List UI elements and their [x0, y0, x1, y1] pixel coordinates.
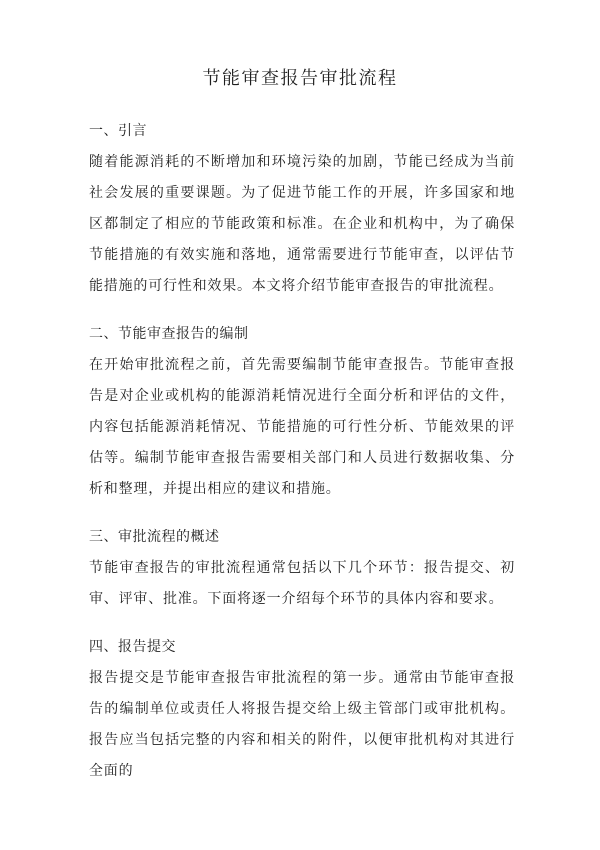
section-heading: 四、报告提交	[89, 639, 176, 655]
section-report-submission	[89, 632, 515, 787]
section-paragraph: 节能审查报告的审批流程通常包括以下几个环节：报告提交、初审、评审、批准。下面将逐一介绍每个环节的具体内容和要求。	[89, 560, 515, 607]
section-process-overview	[89, 522, 515, 615]
section-paragraph: 报告提交是节能审查报告审批流程的第一步。通常由节能审查报告的编制单位或责任人将报告提交给上级主管部门或审批机构。报告应当包括完整的内容和相关的附件，以便审批机构对其进行全面的	[89, 670, 515, 779]
document-title: 节能审查报告审批流程	[202, 68, 398, 89]
section-introduction	[89, 116, 515, 302]
section-heading: 一、引言	[89, 123, 147, 139]
section-paragraph: 随着能源消耗的不断增加和环境污染的加剧，节能已经成为当前社会发展的重要课题。为了促进节能工作的开展，许多国家和地区都制定了相应的节能政策和标准。在企业和机构中，为了确保节能措施的有效实施和落地，通常需要进行节能审查，以评估节能措施的可行性和效果。本文将介绍节能审查报告的审批流程。	[89, 154, 515, 294]
section-heading: 三、审批流程的概述	[89, 529, 220, 545]
section-report-preparation	[89, 319, 515, 505]
section-heading: 二、节能审查报告的编制	[89, 326, 249, 342]
document-body	[89, 116, 515, 787]
section-paragraph: 在开始审批流程之前，首先需要编制节能审查报告。节能审查报告是对企业或机构的能源消耗情况进行全面分析和评估的文件，内容包括能源消耗情况、节能措施的可行性分析、节能效果的评估等。编制节能审查报告需要相关部门和人员进行数据收集、分析和整理，并提出相应的建议和措施。	[89, 357, 515, 497]
